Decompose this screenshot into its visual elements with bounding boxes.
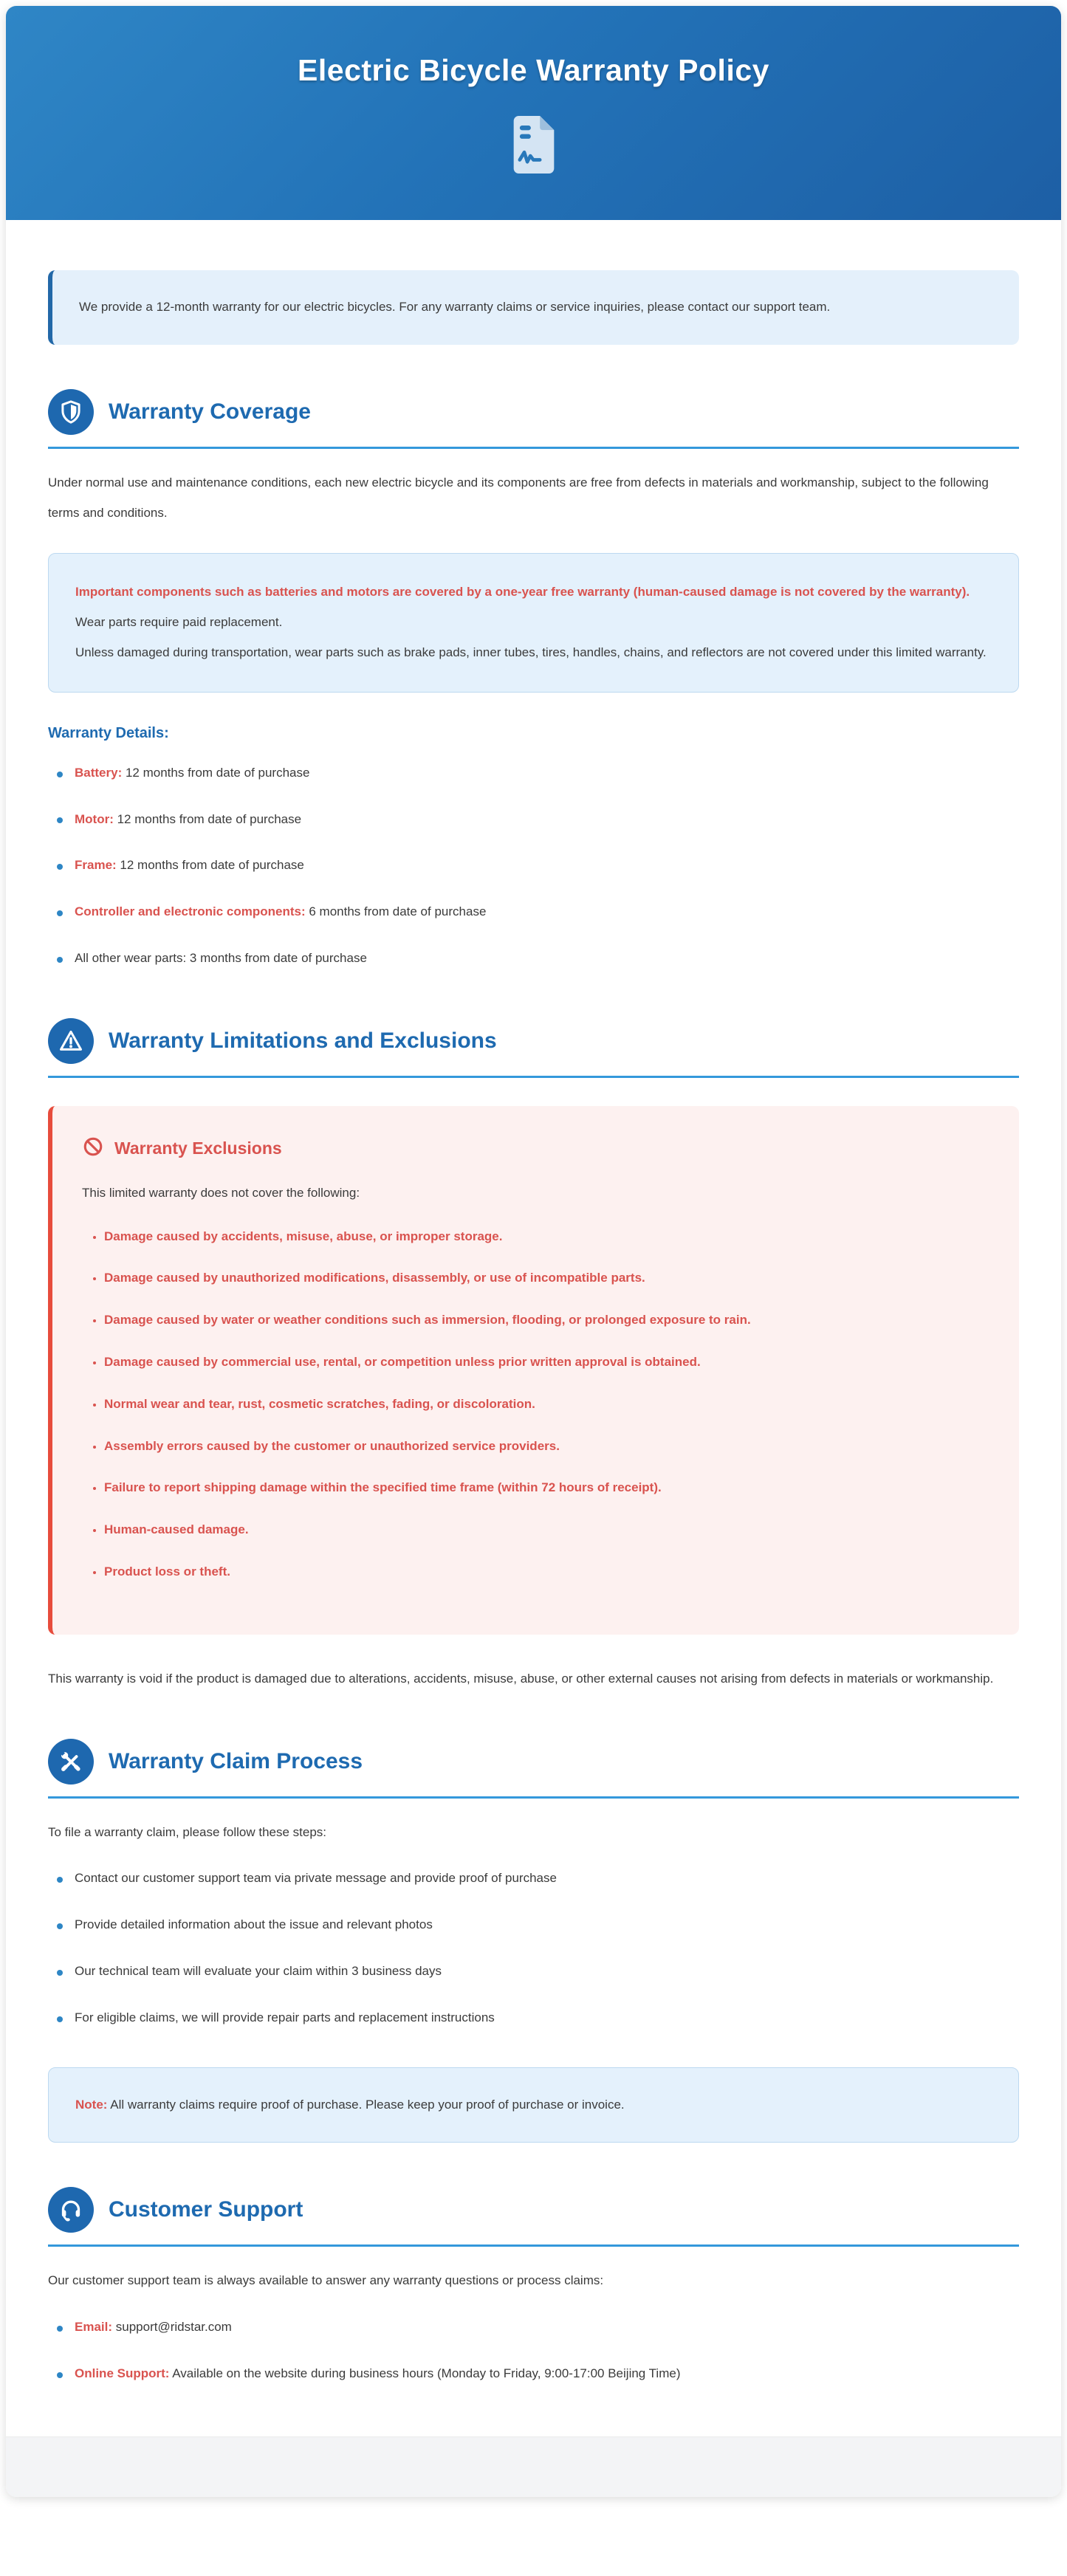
prohibited-icon [82, 1136, 104, 1162]
list-item: All other wear parts: 3 months from date of purchase [52, 944, 1019, 974]
section-customer-support [48, 2187, 1019, 2233]
page-header [6, 6, 1061, 220]
highlight-line1 [75, 577, 992, 638]
coverage-paragraph: Under normal use and maintenance conditions, each new electric bicycle and its components are free from defects in materials and workmanship, subject to the following terms and conditions. [48, 475, 989, 520]
list-item: • Damage caused by water or weather conditions such as immersion, flooding, or prolonged exposure to rain. [104, 1305, 989, 1336]
list-item: Contact our customer support team via private message and provide proof of purchase [52, 1864, 1019, 1894]
list-item: • Human-caused damage. [104, 1515, 989, 1545]
note-text: All warranty claims require proof of purchase. Please keep your proof of purchase or invoice. [107, 2097, 625, 2112]
section-rule [48, 1076, 1019, 1078]
headset-icon [48, 2187, 94, 2233]
highlight-line2: Unless damaged during transportation, wear parts such as brake pads, inner tubes, tires, handles, chains, and reflectors are not covered under this limited warranty. [75, 645, 987, 659]
list-item: Motor: 12 months from date of purchase [52, 805, 1019, 835]
list-item: • Assembly errors caused by the customer or unauthorized service providers. [104, 1432, 989, 1462]
exclusions-title: Warranty Exclusions [114, 1138, 282, 1158]
note-label: Note: [75, 2097, 108, 2112]
section-warranty-coverage [48, 389, 1019, 435]
void-paragraph: This warranty is void if the product is damaged due to alterations, accidents, misuse, abuse, or other external causes not arising from defects in materials or workmanship. [48, 1671, 994, 1686]
exclusions-box [48, 1106, 1019, 1635]
section-rule [48, 2244, 1019, 2247]
intro-callout [48, 270, 1019, 345]
list-item: Online Support: Available on the website during business hours (Monday to Friday, 9:00-17:00 Beijing Time) [52, 2359, 1019, 2389]
section-title-support: Customer Support [109, 2197, 303, 2222]
exclusions-intro: This limited warranty does not cover the following: [82, 1185, 360, 1200]
exclusions-title-row [82, 1136, 989, 1162]
list-item: For eligible claims, we will provide repair parts and replacement instructions [52, 2003, 1019, 2033]
warranty-details-heading: Warranty Details: [48, 724, 169, 741]
page-title: Electric Bicycle Warranty Policy [298, 53, 769, 87]
support-contacts-list [48, 2312, 1019, 2389]
section-rule [48, 447, 1019, 449]
section-claim-process [48, 1739, 1019, 1785]
document-waveform-icon [21, 114, 1046, 179]
intro-text: We provide a 12-month warranty for our electric bicycles. For any warranty claims or service inquiries, please contact our support team. [79, 300, 831, 314]
list-item: Battery: 12 months from date of purchase [52, 758, 1019, 789]
list-item: Frame: 12 months from date of purchase [52, 851, 1019, 881]
page-footer [6, 2436, 1061, 2497]
section-rule [48, 1796, 1019, 1799]
section-warranty-limitations [48, 1018, 1019, 1064]
policy-card [6, 6, 1061, 2497]
coverage-highlight-box [48, 553, 1019, 692]
warranty-details-list [48, 758, 1019, 974]
list-item: Email: support@ridstar.com [52, 2312, 1019, 2343]
claim-note-box [48, 2067, 1019, 2143]
list-item: • Damage caused by accidents, misuse, abuse, or improper storage. [104, 1222, 989, 1252]
list-item: Our technical team will evaluate your claim within 3 business days [52, 1957, 1019, 1987]
exclusions-list [82, 1222, 989, 1587]
list-item: Controller and electronic components: 6 months from date of purchase [52, 897, 1019, 927]
support-intro: Our customer support team is always available to answer any warranty questions or process claims: [48, 2273, 604, 2288]
list-item: • Damage caused by unauthorized modifications, disassembly, or use of incompatible parts. [104, 1263, 989, 1294]
highlight-red-text: Important components such as batteries and motors are covered by a one-year free warranty (human-caused damage is not covered by the warranty). [75, 585, 970, 600]
section-title-coverage: Warranty Coverage [109, 399, 311, 424]
list-item: • Failure to report shipping damage within the specified time frame (within 72 hours of receipt). [104, 1473, 989, 1503]
claim-steps-list [48, 1864, 1019, 2033]
list-item: • Damage caused by commercial use, rental, or competition unless prior written approval is obtained. [104, 1347, 989, 1378]
claim-intro: To file a warranty claim, please follow these steps: [48, 1824, 327, 1839]
warning-icon [48, 1018, 94, 1064]
tools-icon [48, 1739, 94, 1785]
policy-body [6, 220, 1061, 2436]
list-item: • Product loss or theft. [104, 1557, 989, 1587]
section-title-limitations: Warranty Limitations and Exclusions [109, 1028, 497, 1053]
shield-icon [48, 389, 94, 435]
list-item: Provide detailed information about the issue and relevant photos [52, 1910, 1019, 1940]
section-title-claim: Warranty Claim Process [109, 1748, 363, 1773]
list-item: • Normal wear and tear, rust, cosmetic scratches, fading, or discoloration. [104, 1390, 989, 1420]
highlight-normal-text: Wear parts require paid replacement. [75, 615, 283, 630]
